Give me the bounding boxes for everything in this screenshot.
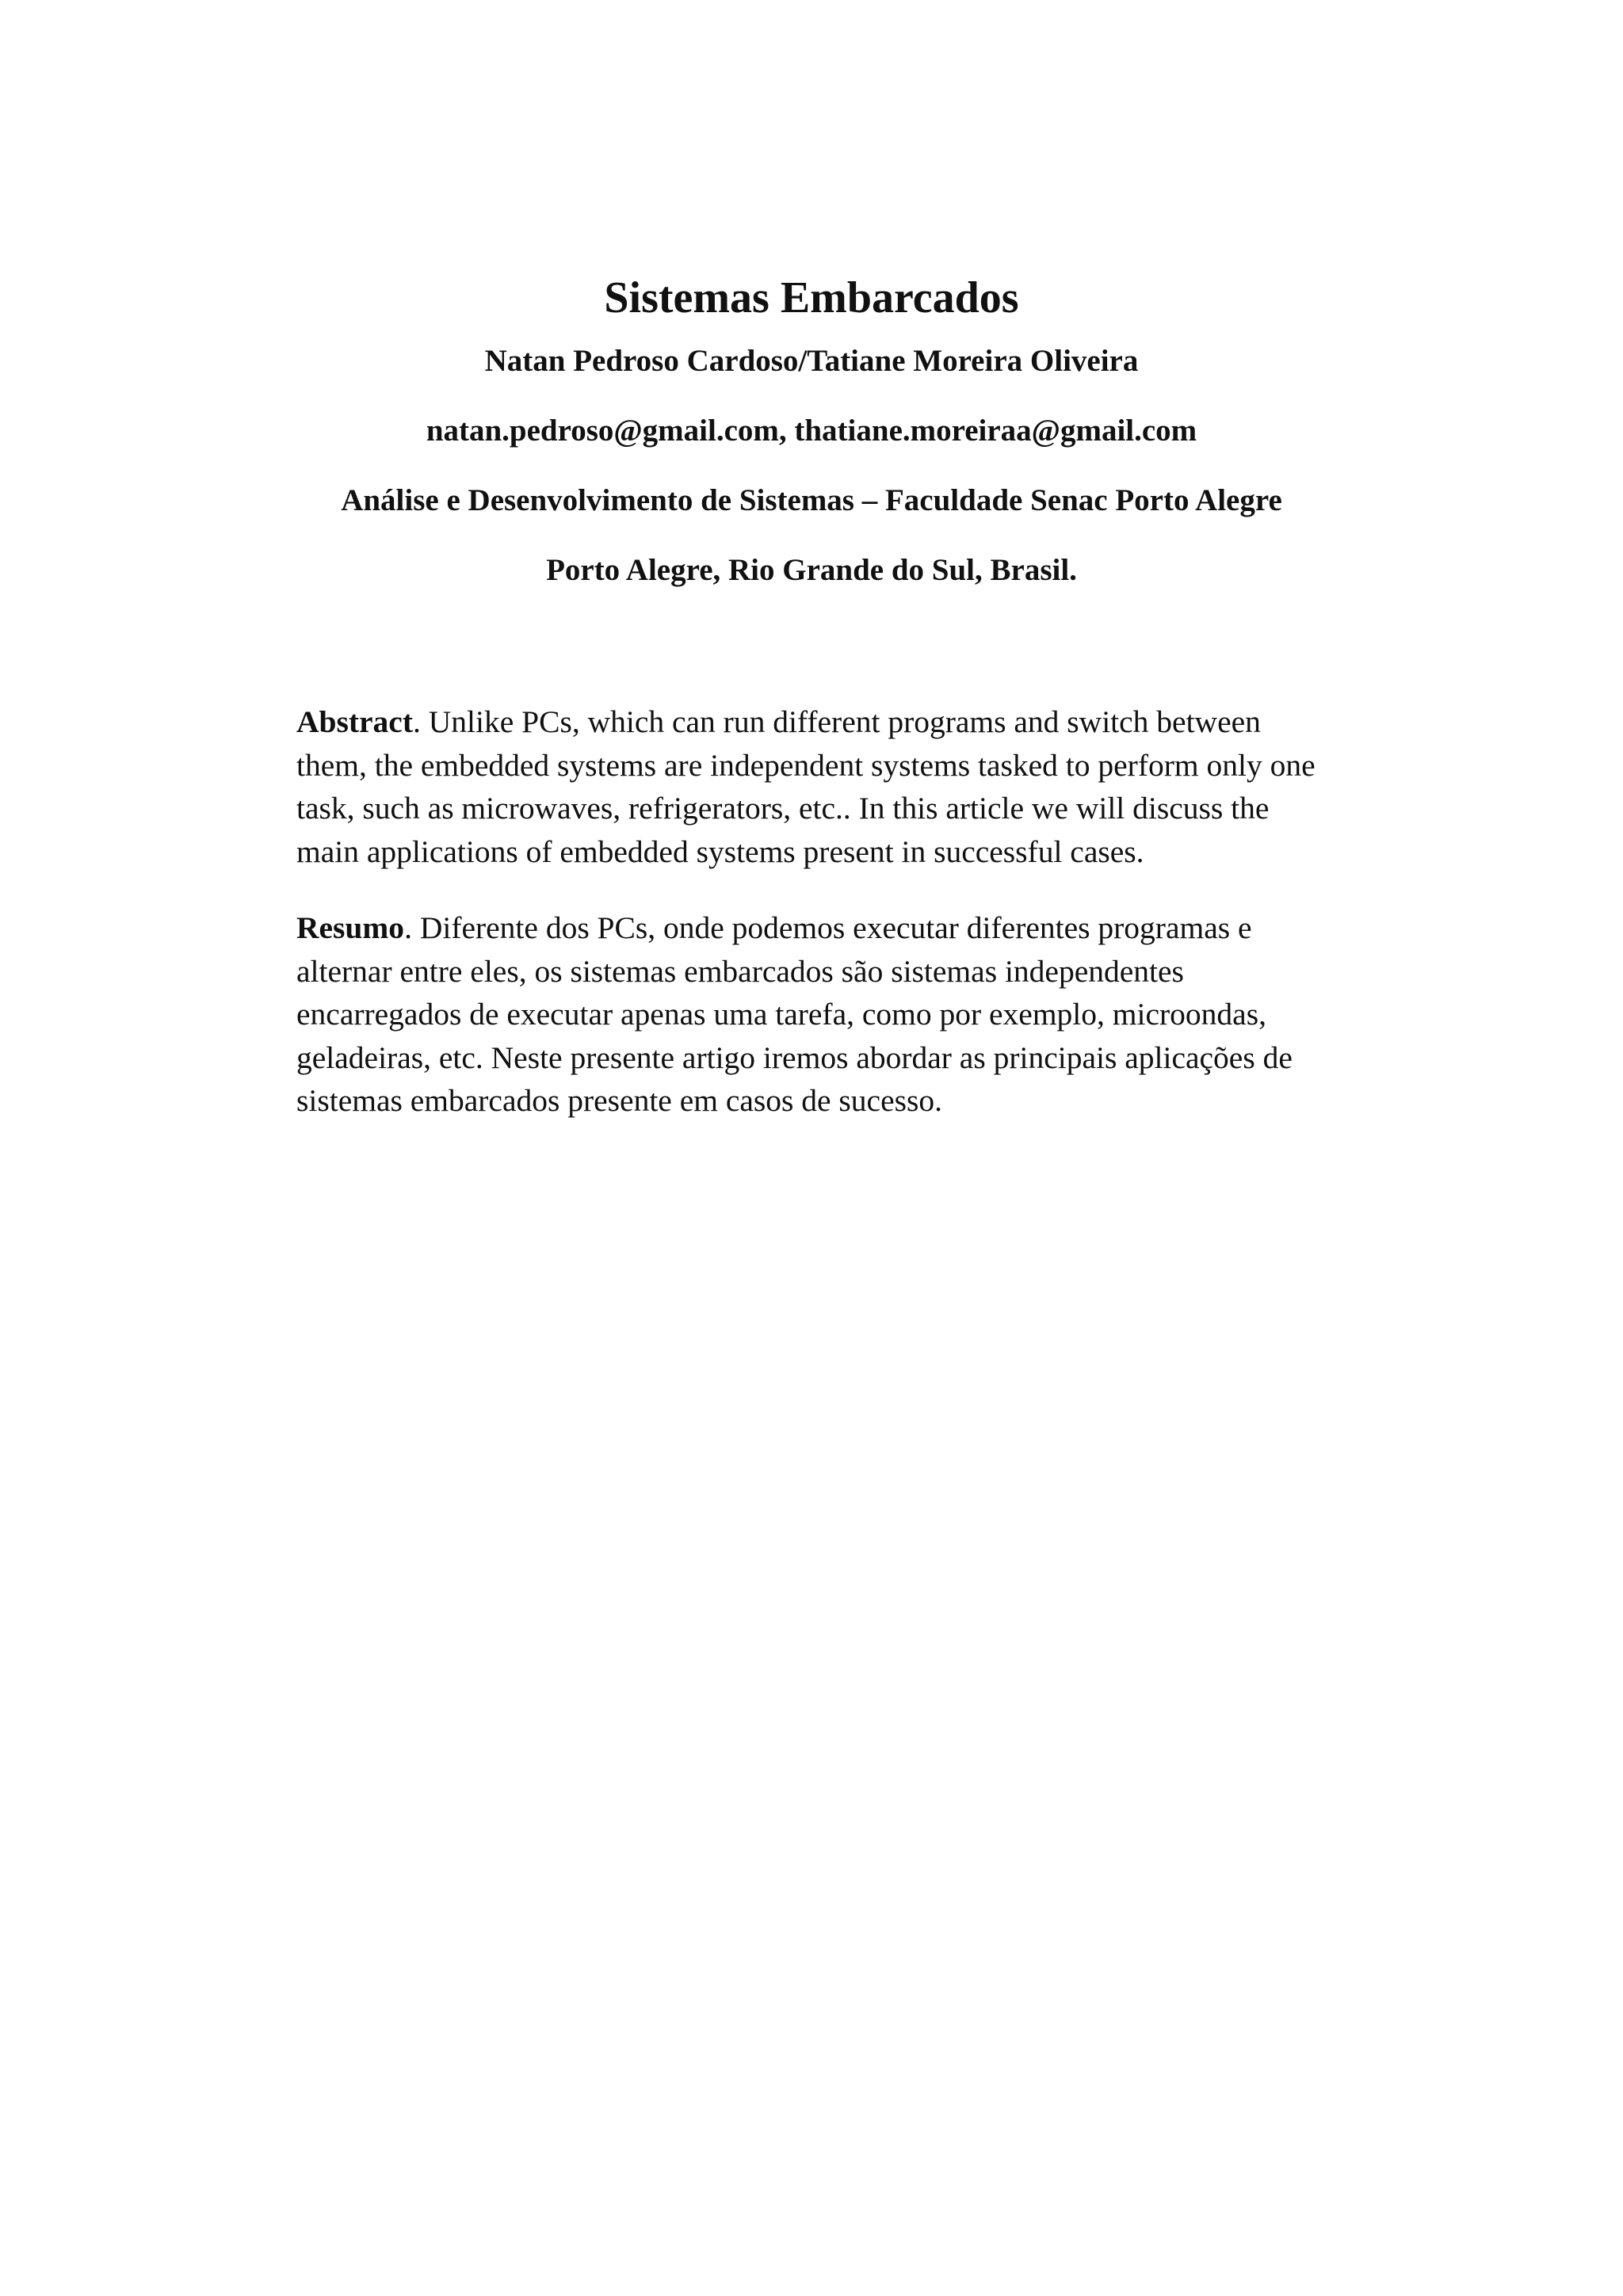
paper-body <box>296 700 1327 1123</box>
author-names: Natan Pedroso Cardoso/Tatiane Moreira Oliveira <box>484 344 1139 378</box>
abstract-paragraph <box>296 700 1327 873</box>
author-affiliation: Análise e Desenvolvimento de Sistemas – Faculdade Senac Porto Alegre <box>341 483 1282 517</box>
resumo-paragraph <box>296 906 1327 1123</box>
author-emails: natan.pedroso@gmail.com, thatiane.moreiraa@gmail.com <box>426 414 1197 448</box>
paper-header <box>0 268 1623 591</box>
resumo-label: Resumo <box>296 910 405 945</box>
abstract-text: . Unlike PCs, which can run different programs and switch between them, the embedded systems are independent systems tasked to perform only one task, such as microwaves, refrigerators, etc.. In this article we will discuss the main applications of embedded systems present in successful cases. <box>296 704 1316 869</box>
abstract-label: Abstract <box>296 704 413 739</box>
paper-title: Sistemas Embarcados <box>604 273 1019 322</box>
author-location: Porto Alegre, Rio Grande do Sul, Brasil. <box>546 553 1077 587</box>
resumo-text: . Diferente dos PCs, onde podemos executar diferentes programas e alternar entre eles, os sistemas embarcados são sistemas independentes encarregados de executar apenas uma tarefa, como por exemplo, microondas, geladeiras, etc. Neste presente artigo iremos abordar as principais aplicações de sistemas embarcados presente em casos de sucesso. <box>296 910 1293 1118</box>
